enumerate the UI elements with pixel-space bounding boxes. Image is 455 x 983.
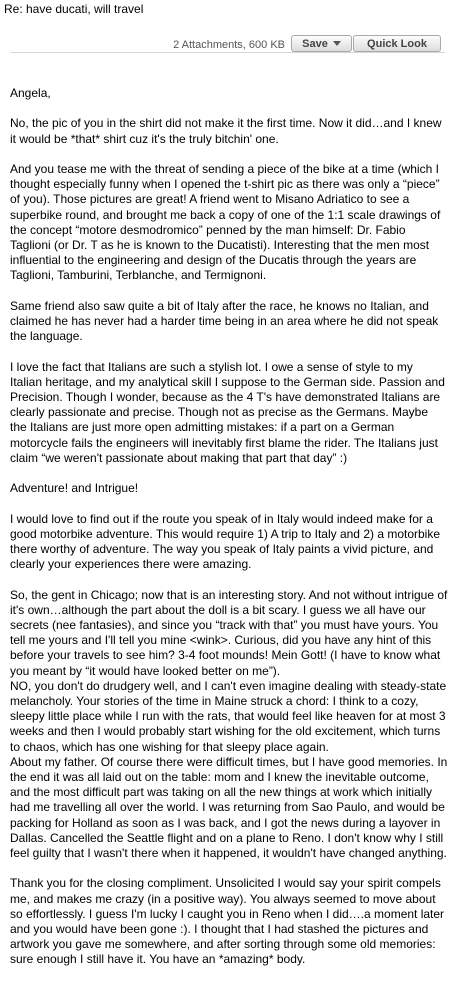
chevron-down-icon [333, 41, 341, 46]
paragraph-3: Same friend also saw quite a bit of Italy after the race, he knows no Italian, and claimed he has never had a harder time being in an area where he did not speak the language. [10, 298, 439, 344]
header-divider [10, 52, 445, 53]
save-button-label: Save [302, 37, 328, 50]
paragraph-10: Thank you for the closing compliment. Unsolicited I would say your spirit compels me, and makes me crazy (in a positive way). You always seemed to move about so effortlessly. I guess I'm lucky I caught you in Reno when I did….a moment later and you would have been gone :). I thought that I had stashed the pictures and artwork you gave me somewhere, and after sorting through some old memories: sure enough I still have it. You have an *amazing* body. [10, 876, 445, 967]
greeting: Angela, [10, 86, 51, 100]
paragraph-7: So, the gent in Chicago; now that is an interesting story. And not without intrigue of it's own…although the part about the doll is a bit scary. I guess we all have our secrets (nee fantasies), and since you “track with that” you must have yours. You tell me yours and I'll tell you mine <wink>. Curious, did you have any hint of this before your travels to see him? 3-4 foot mounds! Mein Gott! (I have to know what you meant by “it would have looked better on me”). [10, 587, 448, 678]
paragraph-1: No, the pic of you in the shirt did not make it the first time. Now it did…and I knew it would be *that* shirt cuz it's the truly bitchin' one. [10, 116, 442, 146]
save-button[interactable] [291, 35, 352, 52]
paragraph-6: I would love to find out if the route you speak of in Italy would indeed make for a good motorbike adventure. This would require 1) A trip to Italy and 2) a motorbike there worthy of adventure. The way you speak of Italy paints a vivid picture, and clearly your experiences there were amazing. [10, 511, 441, 572]
attachments-summary[interactable]: 2 Attachments, 600 KB [173, 39, 285, 51]
paragraph-2: And you tease me with the threat of sending a piece of the bike at a time (which I thought especially funny when I opened the t-shirt pic as there was only a “piece” of you). Those pictures are great! A friend went to Misano Adriatico to see a superbike round, and brought me back a copy of one of the 1:1 scale drawings of the concept “motore desmodromico” penned by the man himself: Dr. Fabio Taglioni (or Dr. T as he is known to the Ducatisti). Interesting that the men most influential to the engineering and design of the Ducatis through the years are Taglioni, Tamburini, Terblanche, and Termignoni. [10, 161, 441, 283]
quick-look-button-label: Quick Look [367, 37, 427, 50]
paragraph-5: Adventure! and Intrigue! [10, 481, 139, 496]
paragraph-9: About my father. Of course there were difficult times, but I have good memories. In the end it was all laid out on the table: mom and I knew the inevitable outcome, and the most difficult part was taking on all the new things at work which initially had me travelling all over the world. I was returning from Sao Paulo, and would be packing for Holland as soon as I was back, and I got the news during a layover in Dallas. Cancelled the Seattle flight and on a plane to Reno. I don't know why I still feel guilty that I wasn't there when it happened, it wouldn't have changed anything. [10, 754, 448, 861]
message-header [0, 0, 455, 58]
paragraph-8: NO, you don't do drudgery well, and I can't even imagine dealing with steady-state melancholy. Your stories of the time in Maine struck a chord: I think to a cozy, sleepy little place while I run with the rats, that would feel like heaven for at most 3 weeks and then I would probably start wishing for the old excitement, which turns to chaos, which has one wishing for that sleepy place again. [10, 678, 447, 754]
message-subject: Re: have ducati, will travel [4, 2, 144, 16]
paragraph-4: I love the fact that Italians are such a stylish lot. I owe a sense of style to my Italian heritage, and my analytical skill I suppose to the German side. Passion and Precision. Though I wonder, because as the 4 T's have demonstrated Italians are clearly passionate and precise. Though not as precise as the Germans. Maybe the Italians are just more open admitting mistakes: if a part on a German motorcycle fails the engineers will inevitably first blame the rider. The Italians just claim “we weren't passionate about making that part that day” :) [10, 359, 445, 465]
message-body [10, 86, 448, 983]
quick-look-button[interactable] [353, 35, 441, 52]
